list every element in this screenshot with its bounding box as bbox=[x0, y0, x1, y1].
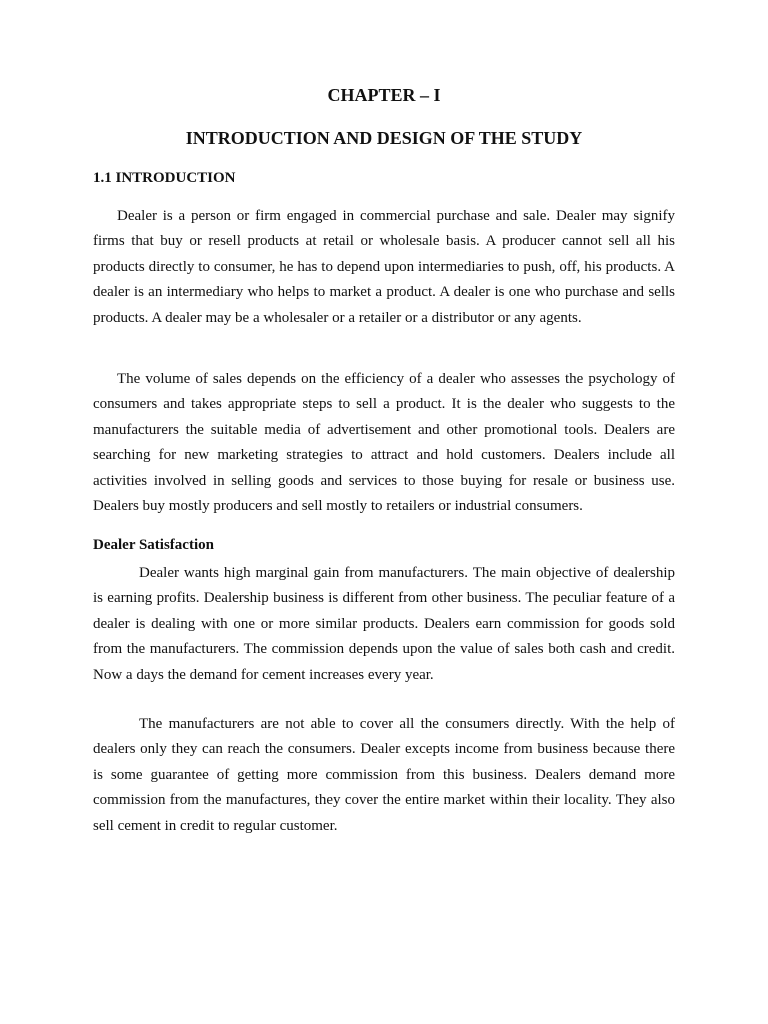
satisfaction-paragraph-2: The manufacturers are not able to cover all the consumers directly. With the help of dealers only they can reach the consumers. Dealer excepts income from business because there is some guarantee of getting more commission from this business. Dealers demand more commission from the manufactures, they cover the entire market within their locality. They also sell cement in credit to regular customer. bbox=[93, 716, 675, 834]
intro-paragraph-1: Dealer is a person or firm engaged in commercial purchase and sale. Dealer may signify firms that buy or resell products at retail or wholesale basis. A producer cannot sell all his products directly to consumer, he has to depend upon intermediaries to push, off, his products. A dealer is an intermediary who helps to market a product. A dealer is one who purchase and sells products. A dealer may be a wholesaler or a retailer or a distributor or any agents. bbox=[93, 208, 675, 326]
document-title: INTRODUCTION AND DESIGN OF THE STUDY bbox=[185, 128, 583, 148]
chapter-label: CHAPTER – I bbox=[327, 85, 441, 105]
section-heading: 1.1 INTRODUCTION bbox=[93, 170, 236, 186]
satisfaction-paragraph-1: Dealer wants high marginal gain from manufacturers. The main objective of dealership is earning profits. Dealership business is different from other business. The peculiar feature of a dealer is dealing with one or more similar products. Dealers earn commission for goods sold from the manufacturers. The commission depends upon the value of sales both cash and credit. Now a days the demand for cement increases every year. bbox=[93, 565, 675, 683]
subsection-heading: Dealer Satisfaction bbox=[93, 537, 214, 553]
intro-paragraph-2: The volume of sales depends on the efficiency of a dealer who assesses the psychology of consumers and takes appropriate steps to sell a product. It is the dealer who suggests to the manufacturers the suitable media of advertisement and other promotional tools. Dealers are searching for new marketing strategies to attract and hold customers. Dealers include all activities involved in selling goods and services to those buying for resale or business use. Dealers buy mostly producers and sell mostly to retailers or industrial consumers. bbox=[93, 371, 675, 515]
